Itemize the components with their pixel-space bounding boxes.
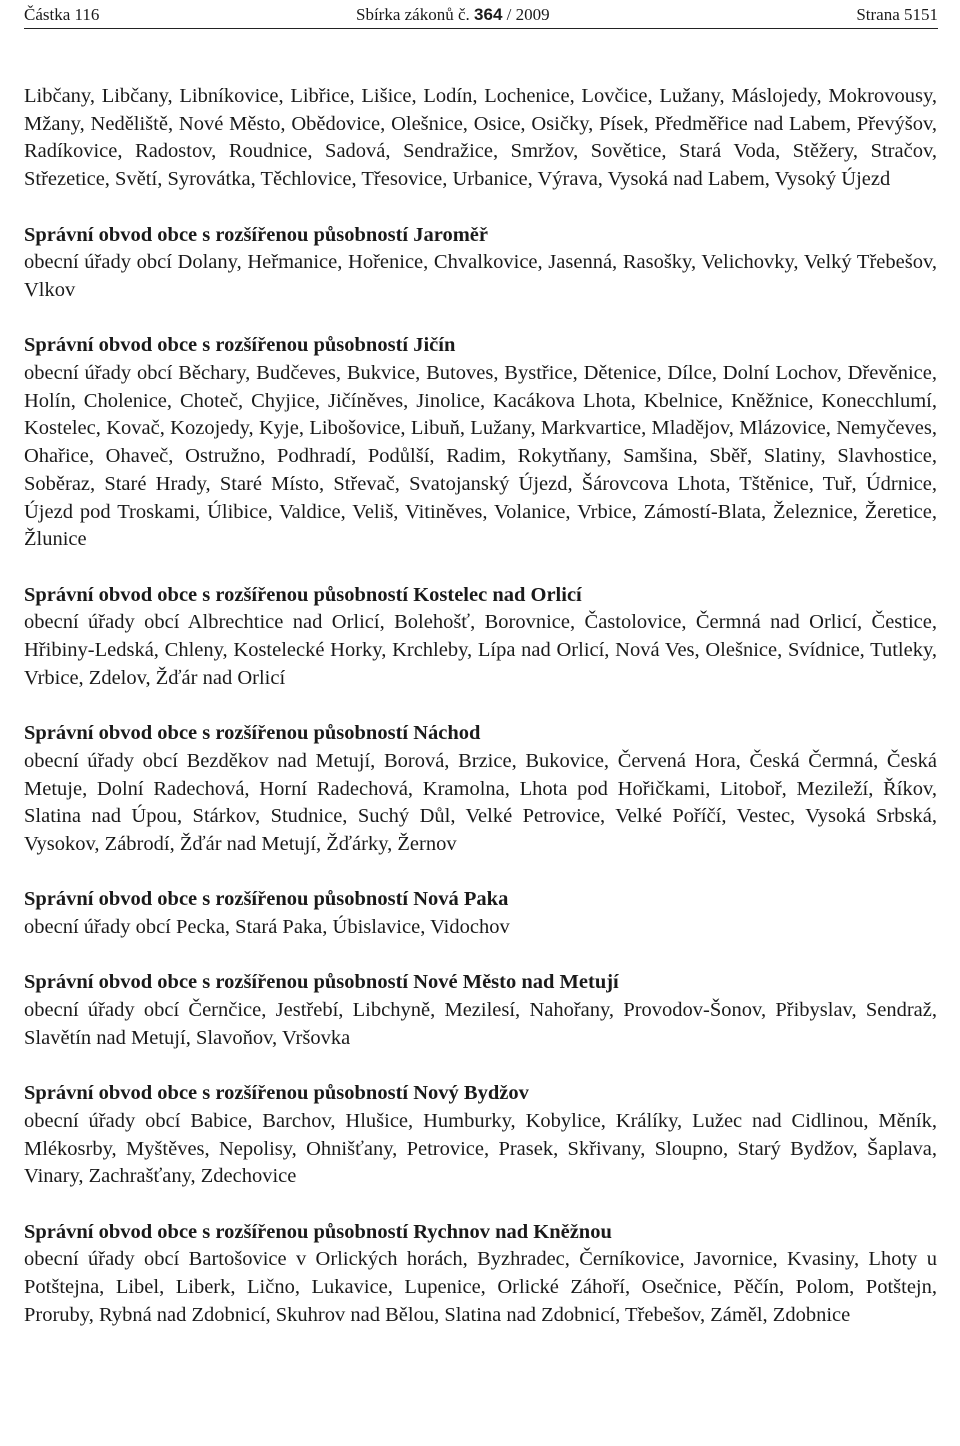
section-nachod xyxy=(24,720,937,859)
section-text: obecní úřady obcí Bezděkov nad Metují, Borová, Brzice, Bukovice, Červená Hora, Česká Čermná, Česká Metuje, Dolní Radechová, Horní Radechová, Kramolna, Lhota pod Hořičkami, Litoboř, Mezileží, Říkov, Slatina nad Úpou, Stárkov, Studnice, Suchý Důl, Velké Petrovice, Velké Poříčí, Vestec, Vysoká Srbská, Vysokov, Zábrodí, Žďár nad Metují, Žďárky, Žernov xyxy=(24,749,937,855)
section-jaromer xyxy=(24,222,937,305)
section-jicin xyxy=(24,332,937,554)
section-nova-paka xyxy=(24,886,937,941)
section-title: Správní obvod obce s rozšířenou působností Nové Město nad Metují xyxy=(24,971,619,994)
journal-title xyxy=(356,4,550,26)
page-number: Strana 5151 xyxy=(856,5,938,24)
journal-title-prefix: Sbírka zákonů č. xyxy=(356,5,470,24)
section-text: obecní úřady obcí Albrechtice nad Orlicí, Bolehošť, Borovnice, Častolovice, Čermná nad Orlicí, Čestice, Hřibiny-Ledská, Chleny, Kostelecké Horky, Krchleby, Lípa nad Orlicí, Nová Ves, Olešnice, Svídnice, Tutleky, Vrbice, Zdelov, Žďár nad Orlicí xyxy=(24,611,937,689)
law-number: 364 xyxy=(474,5,503,24)
section-title: Správní obvod obce s rozšířenou působností Rychnov nad Kněžnou xyxy=(24,1220,612,1243)
section-text: obecní úřady obcí Černčice, Jestřebí, Libchyně, Mezilesí, Nahořany, Provodov-Šonov, Přibyslav, Sendraž, Slavětín nad Metují, Slavoňov, Vršovka xyxy=(24,999,937,1049)
section-title: Správní obvod obce s rozšířenou působností Nová Paka xyxy=(24,888,509,911)
section-text: obecní úřady obcí Bartošovice v Orlických horách, Byzhradec, Černíkovice, Javornice, Kvasiny, Lhoty u Potštejna, Libel, Liberk, Lično, Lukavice, Lupenice, Orlické Záhoří, Osečnice, Pěčín, Polom, Potštejn, Proruby, Rybná nad Zdobnicí, Skuhrov nad Bělou, Slatina nad Zdobnicí, Třebešov, Záměl, Zdobnice xyxy=(24,1248,937,1326)
section-text: obecní úřady obcí Babice, Barchov, Hlušice, Humburky, Kobylice, Králíky, Lužec nad Cidlinou, Měník, Mlékosrby, Myštěves, Nepolisy, Ohnišťany, Petrovice, Prasek, Skřivany, Sloupno, Starý Bydžov, Šaplava, Vinary, Zachrašťany, Zdechovice xyxy=(24,1109,937,1188)
section-title: Správní obvod obce s rozšířenou působností Jaroměř xyxy=(24,223,488,246)
section-nove-mesto-nad-metuji xyxy=(24,969,937,1052)
page-header xyxy=(24,4,938,29)
section-title: Správní obvod obce s rozšířenou působností Jičín xyxy=(24,334,456,357)
section-title: Správní obvod obce s rozšířenou působností Náchod xyxy=(24,722,481,745)
issue-number: Částka 116 xyxy=(24,5,100,24)
section-text: obecní úřady obcí Běchary, Budčeves, Bukvice, Butoves, Bystřice, Dětenice, Dílce, Dolní Lochov, Dřevěnice, Holín, Cholenice, Choteč, Chyjice, Jičíněves, Jinolice, Kacákova Lhota, Kbelnice, Kněžnice, Konecchlumí, Kostelec, Kovač, Kozojedy, Kyje, Libošovice, Libuň, Lužany, Markvartice, Mladějov, Mlázovice, Nemyčeves, Ohařice, Ohaveč, Ostružno, Podhradí, Podůlší, Radim, Rokytňany, Samšina, Sběř, Slatiny, Slavhostice, Soběraz, Staré Hrady, Staré Místo, Střevač, Svatojanský Újezd, Šárovcova Lhota, Tštěnice, Tuř, Údrnice, Újezd pod Troskami, Úlibice, Valdice, Veliš, Vitiněves, Volanice, Vrbice, Zámostí-Blata, Železnice, Žeretice, Žlunice xyxy=(24,362,937,551)
section-kostelec-nad-orlici xyxy=(24,582,937,693)
section-novy-bydzov xyxy=(24,1080,937,1191)
section-text: obecní úřady obcí Pecka, Stará Paka, Úbislavice, Vidochov xyxy=(24,916,510,939)
continued-list: Libčany, Libčany, Libníkovice, Libřice, Lišice, Lodín, Lochenice, Lovčice, Lužany, Máslojedy, Mokrovousy, Mžany, Neděliště, Nové Město, Obědovice, Olešnice, Osice, Osičky, Písek, Předměřice nad Labem, Převýšov, Radíkovice, Radostov, Roudnice, Sadová, Sendražice, Smržov, Sovětice, Stará Voda, Stěžery, Stračov, Střezetice, Světí, Syrovátka, Těchlovice, Třesovice, Urbanice, Výrava, Vysoká nad Labem, Vysoký Újezd xyxy=(24,85,937,191)
document-body xyxy=(24,83,937,1330)
section-rychnov-nad-kneznou xyxy=(24,1219,937,1330)
section-title: Správní obvod obce s rozšířenou působností Nový Bydžov xyxy=(24,1082,529,1105)
section-title: Správní obvod obce s rozšířenou působností Kostelec nad Orlicí xyxy=(24,583,582,606)
section-text: obecní úřady obcí Dolany, Heřmanice, Hořenice, Chvalkovice, Jasenná, Rasošky, Velichovky, Velký Třebešov, Vlkov xyxy=(24,251,937,301)
journal-year: / 2009 xyxy=(506,5,550,24)
